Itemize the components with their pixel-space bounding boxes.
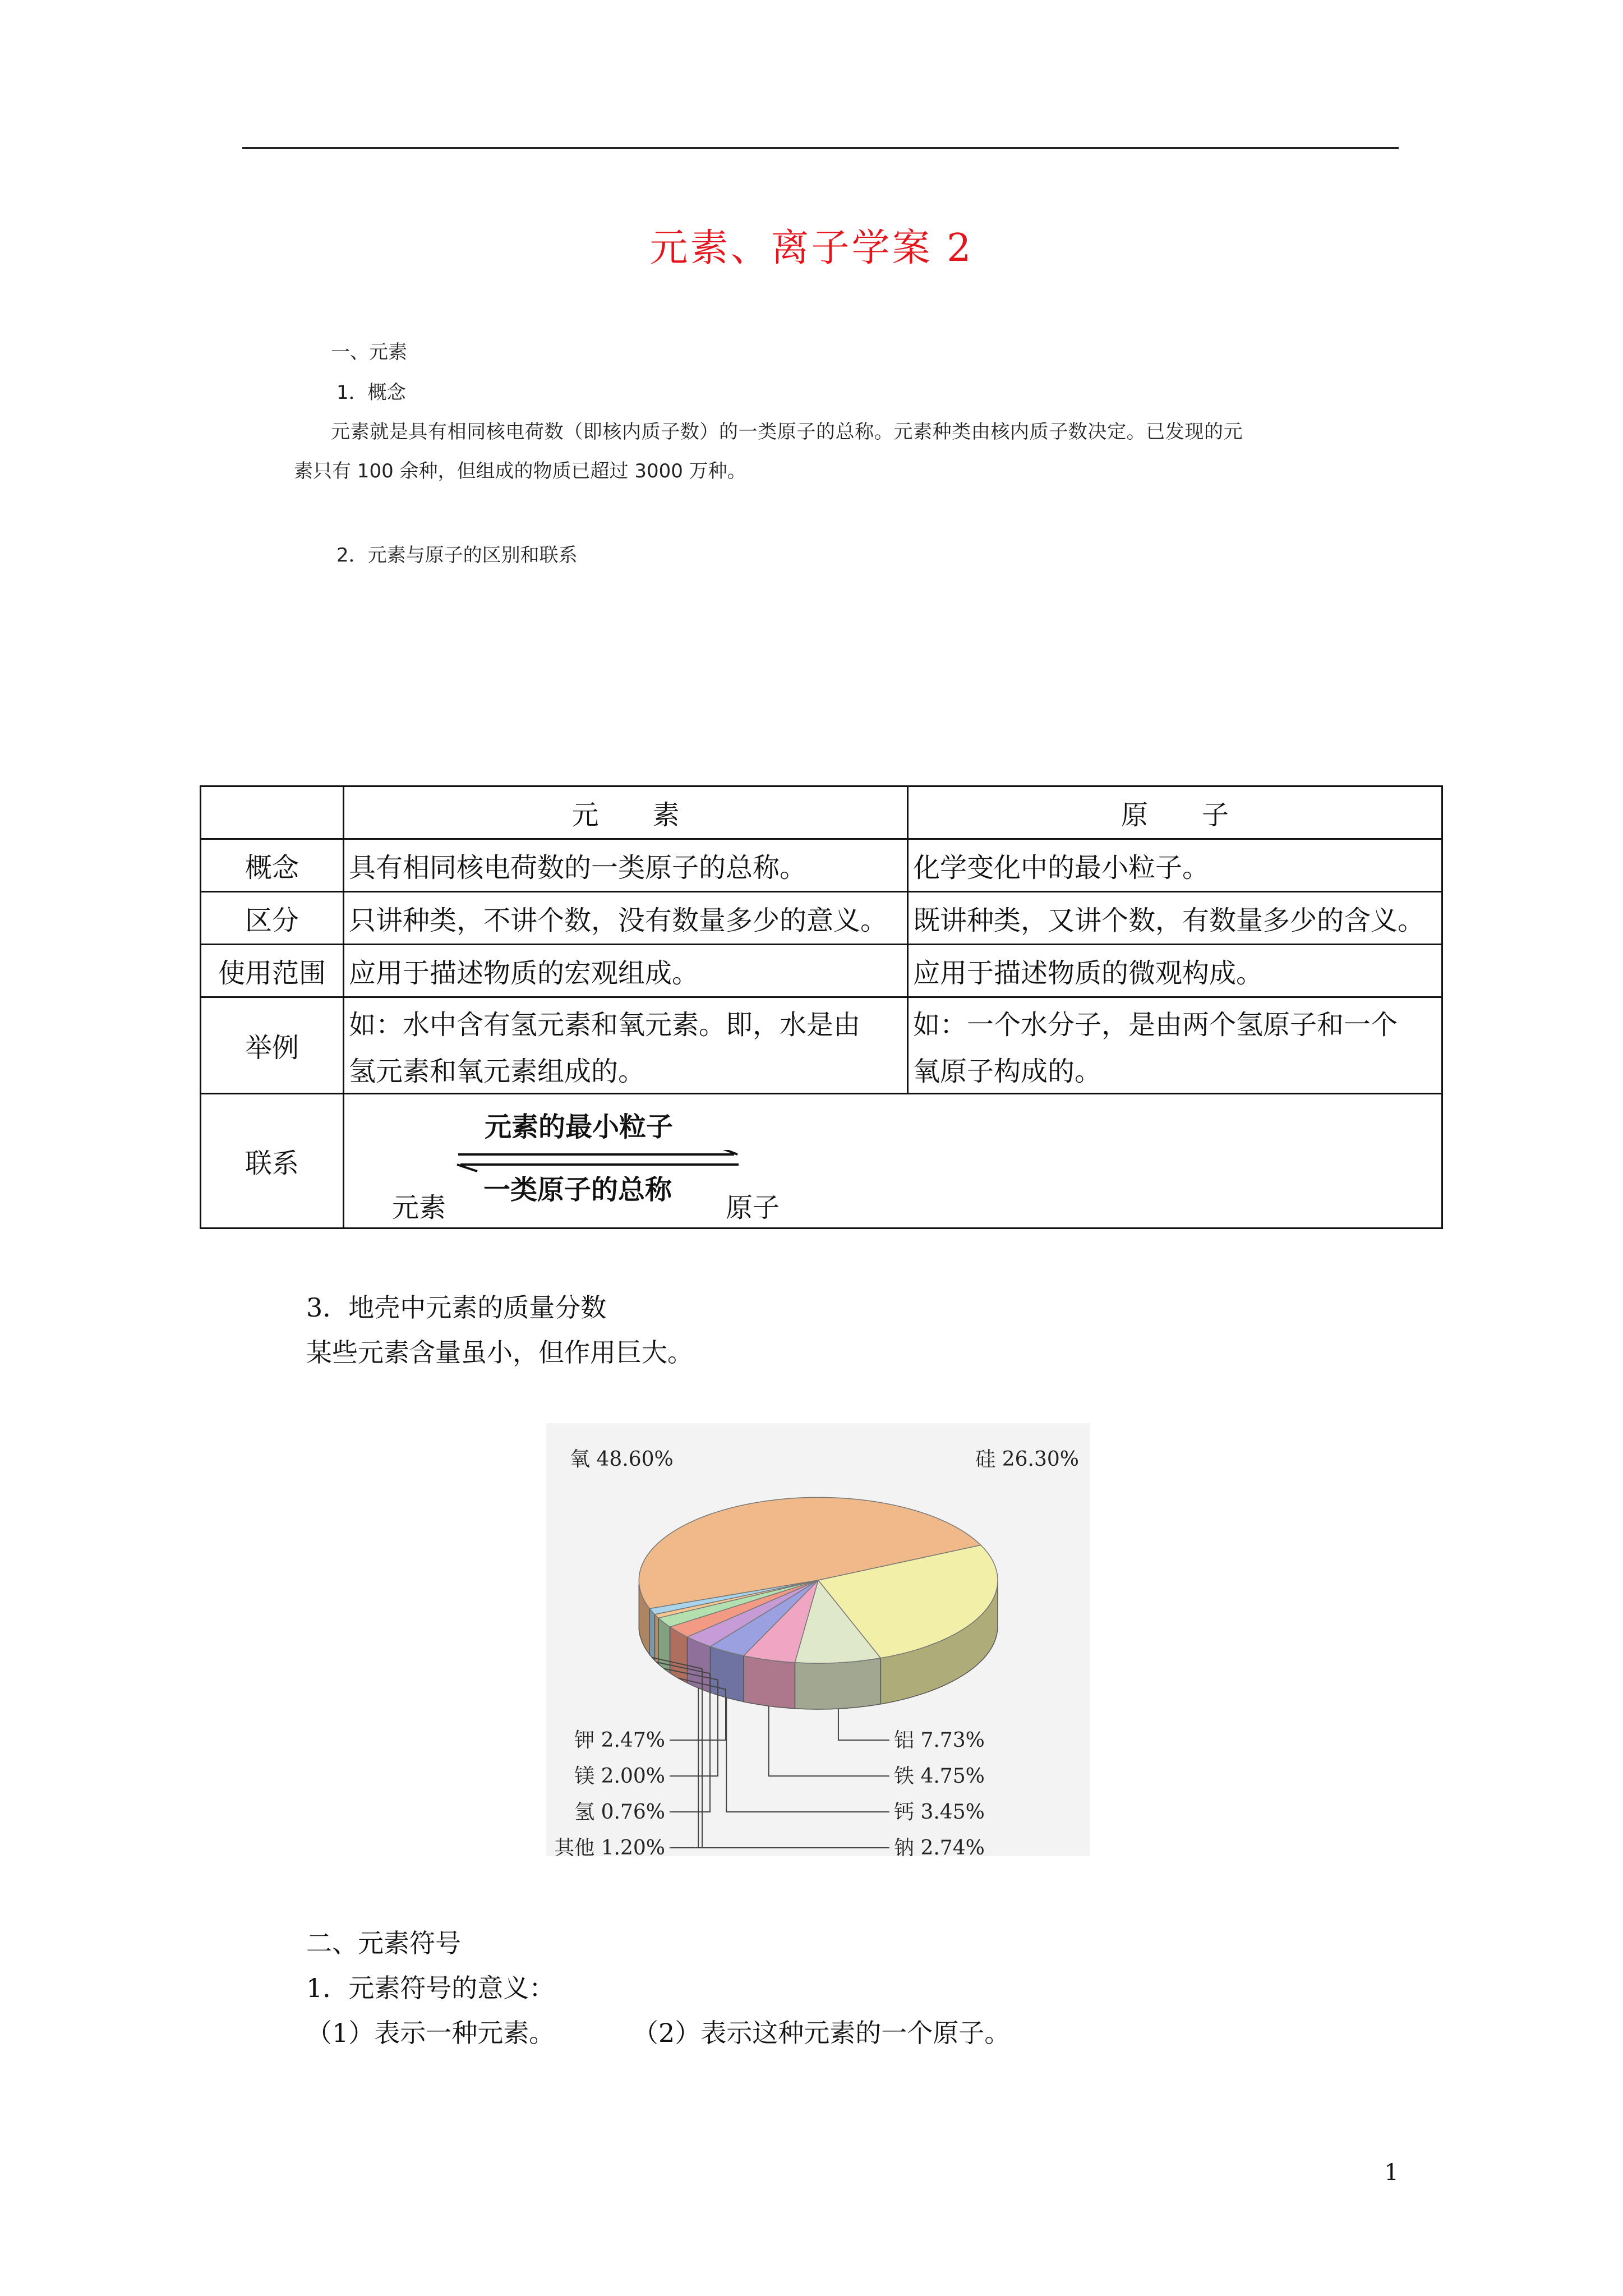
cell-line: 如：一个水分子，是由两个氢原子和一个 [913, 1009, 1398, 1041]
relation-top-text: 元素的最小粒子 [485, 1111, 674, 1143]
table-cell: 具有相同核电荷数的一类原子的总称。 [344, 839, 908, 892]
slice-label: 硅 26.30% [975, 1448, 1079, 1471]
table-cell: 只讲种类，不讲个数，没有数量多少的意义。 [344, 892, 908, 945]
slice-label: 钠 2.74% [894, 1837, 985, 1856]
slice-label: 铝 7.73% [894, 1729, 985, 1752]
concept-paragraph-line2: 素只有 100 余种，但组成的物质已超过 3000 万种。 [294, 460, 746, 482]
column-header-element: 元 素 [344, 786, 908, 839]
leader-line [769, 1706, 889, 1776]
list-item: （2）表示这种元素的一个原子。 [633, 2018, 1011, 2048]
relation-diagram [344, 1095, 1441, 1227]
table-cell: 应用于描述物质的宏观组成。 [344, 945, 908, 997]
pie-side-铝 [795, 1658, 880, 1709]
leader-line [698, 1688, 889, 1848]
relation-cell [344, 1094, 1442, 1228]
table-cell: 应用于描述物质的微观构成。 [908, 945, 1442, 997]
section-note: 某些元素含量虽小，但作用巨大。 [306, 1337, 693, 1368]
row-label: 区分 [201, 892, 344, 945]
row-label: 概念 [201, 839, 344, 892]
row-label: 使用范围 [201, 945, 344, 997]
page-number: 1 [1384, 2160, 1399, 2185]
table-row [201, 839, 1442, 892]
concept-paragraph-line1: 元素就是具有相同核电荷数（即核内质子数）的一类原子的总称。元素种类由核内质子数决定。已发现的元 [331, 421, 1243, 443]
slice-label: 铁 4.75% [894, 1765, 985, 1788]
table-row [201, 892, 1442, 945]
page-title: 元素、离子学案 2 [649, 226, 974, 270]
element-atom-table [200, 785, 1443, 1229]
table-cell: 化学变化中的最小粒子。 [908, 839, 1442, 892]
slice-label: 氢 0.76% [574, 1801, 665, 1824]
table-cell: 既讲种类，又讲个数，有数量多少的含义。 [908, 892, 1442, 945]
column-header-atom: 原 子 [908, 786, 1442, 839]
slice-label: 其他 1.20% [554, 1837, 665, 1856]
table-cell [344, 997, 908, 1094]
header-rule [242, 147, 1399, 149]
table-row [201, 1094, 1442, 1228]
slice-label: 钾 2.47% [574, 1729, 665, 1752]
table-row [201, 997, 1442, 1094]
relation-bottom-text: 一类原子的总称 [483, 1174, 672, 1205]
sub-heading: 1．元素符号的意义： [306, 1973, 555, 2003]
slice-label: 镁 2.00% [574, 1765, 665, 1788]
relation-left-label: 元素 [392, 1191, 446, 1223]
pie-side-铁 [744, 1656, 795, 1709]
table-row [201, 945, 1442, 997]
table-corner-cell [201, 786, 344, 839]
relation-right-label: 原子 [726, 1191, 780, 1223]
slice-label: 钙 3.45% [894, 1801, 985, 1824]
section-heading: 二、元素符号 [306, 1928, 461, 1958]
leader-line [726, 1697, 889, 1812]
table-cell [908, 997, 1442, 1094]
list-item: （1）表示一种元素。 [306, 2018, 555, 2048]
row-label: 联系 [201, 1094, 344, 1228]
pie-chart [546, 1423, 1090, 1856]
cell-line: 氢元素和氧元素组成的。 [349, 1055, 645, 1087]
section-heading: 一、元素 [331, 341, 407, 364]
sub-heading: 1．概念 [336, 381, 406, 404]
pie-side-其他 [649, 1609, 654, 1660]
table-header-row [201, 786, 1442, 839]
leader-line [838, 1709, 889, 1740]
cell-line: 氧原子构成的。 [913, 1055, 1102, 1087]
row-label: 举例 [201, 997, 344, 1094]
pie-side-氢 [654, 1614, 658, 1664]
section-heading: 3．地壳中元素的质量分数 [306, 1292, 607, 1323]
cell-line: 如：水中含有氢元素和氧元素。即，水是由 [349, 1009, 861, 1041]
sub-heading: 2．元素与原子的区别和联系 [336, 544, 578, 567]
slice-label: 氧 48.60% [570, 1448, 674, 1471]
crust-composition-chart [546, 1423, 1090, 1856]
